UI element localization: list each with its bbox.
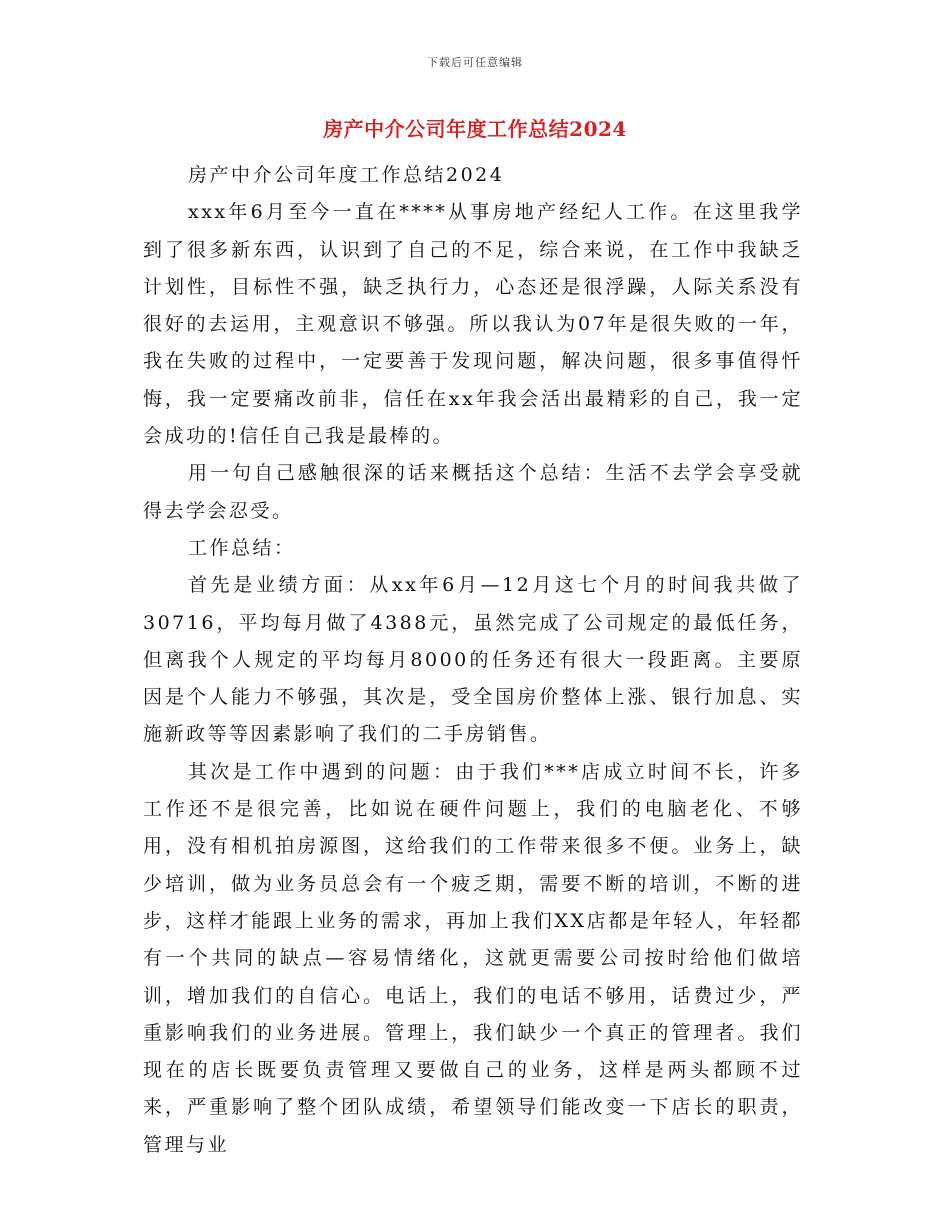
paragraph-performance: 首先是业绩方面：从xx年6月—12月这七个月的时间我共做了30716，平均每月做了4388元，虽然完成了公司规定的最低任务，但离我个人规定的平均每月8000的任务还有很大一段距离。主要原因是个人能力不够强，其次是，受全国房价整体上涨、银行加息、实施新政等等因素影响了我们的二手房销售。 — [143, 574, 803, 746]
page-header-note: 下载后可任意编辑 — [427, 56, 523, 69]
document-body — [143, 157, 803, 1164]
paragraph-motto: 用一句自己感触很深的话来概括这个总结：生活不去学会享受就得去学会忍受。 — [143, 462, 803, 522]
paragraph-intro: xxx年6月至今一直在****从事房地产经纪人工作。在这里我学到了很多新东西，认识到了自己的不足，综合来说，在工作中我缺乏计划性，目标性不强，缺乏执行力，心态还是很浮躁，人际关系没有很好的去运用，主观意识不够强。所以我认为07年是很失败的一年，我在失败的过程中，一定要善于发现问题，解决问题，很多事值得忏悔，我一定要痛改前非，信任在xx年我会活出最精彩的自己，我一定会成功的!信任自己我是最棒的。 — [143, 201, 803, 448]
paragraph-section-heading: 工作总结： — [188, 536, 296, 559]
paragraph-problems: 其次是工作中遇到的问题：由于我们***店成立时间不长，许多工作还不是很完善，比如说在硬件问题上，我们的电脑老化、不够用，没有相机拍房源图，这给我们的工作带来很多不便。业务上，缺少培训，做为业务员总会有一个疲乏期，需要不断的培训，不断的进步，这样才能跟上业务的需求，再加上我们XX店都是年轻人，年轻都有一个共同的缺点—容易情绪化，这就更需要公司按时给他们做培训，增加我们的自信心。电话上，我们的电话不够用，话费过少，严重影响我们的业务进展。管理上，我们缺少一个真正的管理者。我们现在的店长既要负责管理又要做自己的业务，这样是两头都顾不过来，严重影响了整个团队成绩，希望领导们能改变一下店长的职责，管理与业 — [143, 760, 803, 1156]
document-title: 房产中介公司年度工作总结2024 — [323, 117, 627, 141]
paragraph-subtitle: 房产中介公司年度工作总结2024 — [188, 164, 505, 186]
